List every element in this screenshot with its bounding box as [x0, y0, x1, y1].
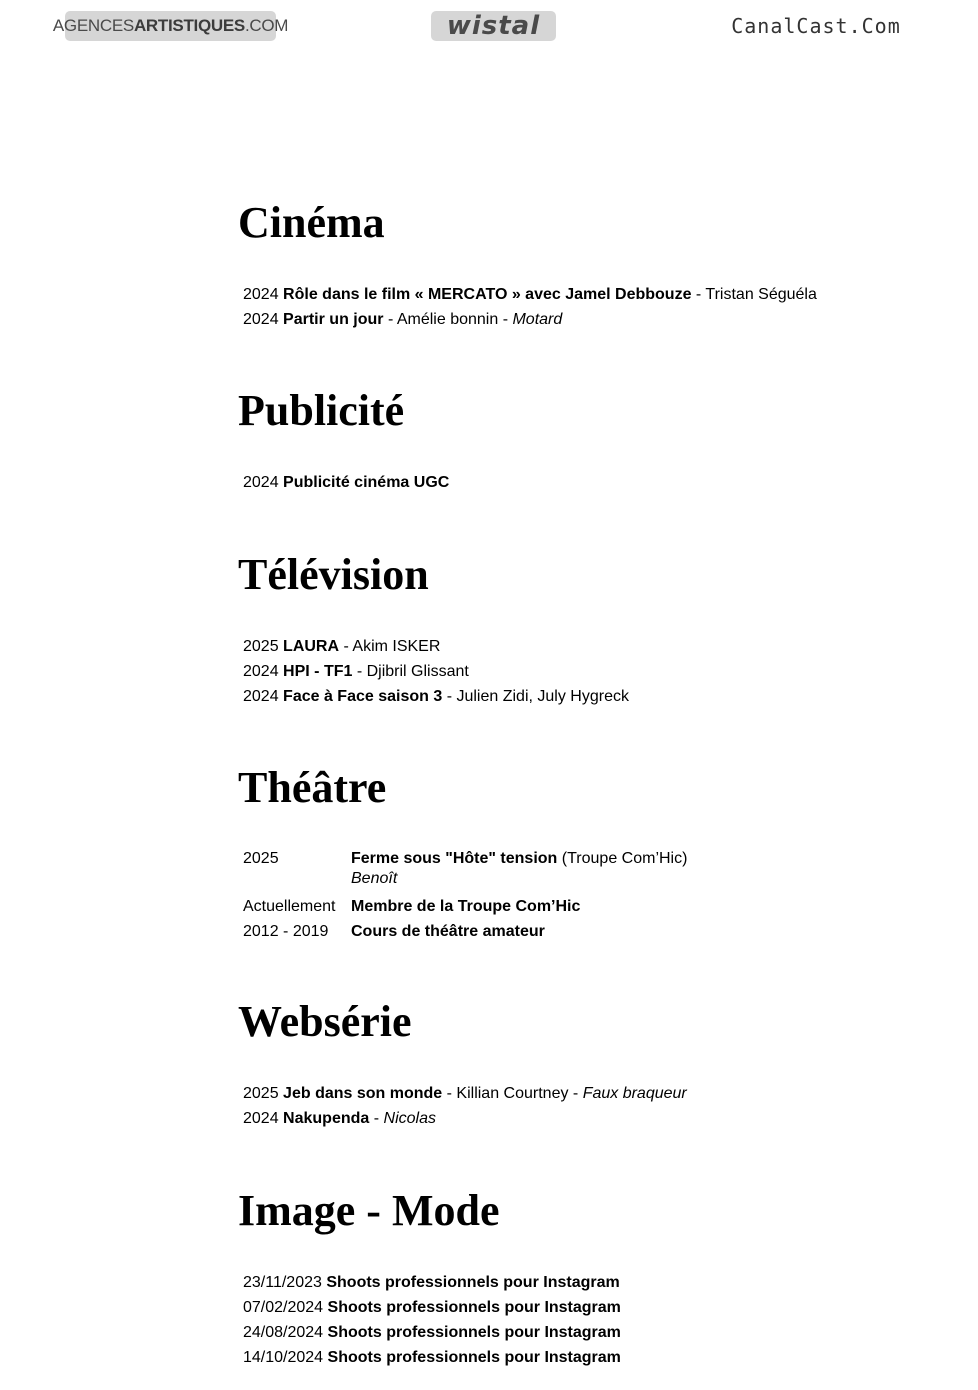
item-title: Cours de théâtre amateur [351, 923, 545, 940]
item-title: Jeb dans son monde [283, 1085, 443, 1102]
webserie-list [243, 1081, 687, 1131]
item-director: Julien Zidi, July Hygreck [456, 688, 629, 705]
section-title-theatre: Théâtre [238, 763, 387, 812]
list-item [243, 919, 687, 944]
theatre-list [243, 847, 687, 944]
item-year: 2025 [243, 850, 279, 867]
wistal-logo[interactable]: wistal [431, 11, 556, 41]
list-item [243, 894, 687, 919]
item-director: Akim ISKER [352, 638, 441, 655]
item-year: 2024 [243, 663, 279, 680]
item-year: 2024 [243, 474, 279, 491]
list-item [243, 1270, 621, 1295]
item-title: LAURA [283, 638, 340, 655]
image-mode-list [243, 1270, 621, 1370]
item-title: Shoots professionnels pour Instagram [327, 1349, 621, 1366]
item-title: Partir un jour [283, 311, 384, 328]
item-title: Ferme sous "Hôte" tension [351, 850, 558, 867]
item-details [351, 849, 687, 894]
item-title: Shoots professionnels pour Instagram [326, 1274, 620, 1291]
list-item [243, 1295, 621, 1320]
publicite-list [243, 470, 449, 495]
list-item [243, 847, 687, 894]
item-title: Shoots professionnels pour Instagram [327, 1299, 621, 1316]
item-role: Faux braqueur [582, 1085, 687, 1102]
television-list [243, 634, 629, 709]
item-title: HPI - TF1 [283, 663, 353, 680]
item-year: 2024 [243, 1110, 279, 1127]
item-year: 2024 [243, 311, 279, 328]
section-title-cinema: Cinéma [238, 198, 385, 247]
section-title-webserie: Websérie [238, 997, 412, 1046]
cinema-list [243, 282, 817, 332]
item-date: 14/10/2024 [243, 1349, 324, 1366]
section-title-publicite: Publicité [238, 386, 405, 435]
list-item: 2024 Rôle dans le film « MERCATO » avec Jamel Debbouze - Tristan Séguéla [243, 286, 817, 303]
item-director: Killian Courtney [456, 1085, 569, 1102]
logo-agences-bold: ARTISTIQUES [133, 16, 245, 35]
item-director: Djibril Glissant [366, 663, 469, 680]
item-date: 23/11/2023 [243, 1274, 322, 1291]
list-item: 2025 LAURA - Akim ISKER [243, 638, 441, 655]
agences-artistiques-logo[interactable] [52, 11, 289, 41]
list-item [243, 470, 449, 495]
item-title: Face à Face saison 3 [283, 688, 443, 705]
item-year: 2024 [243, 286, 279, 303]
list-item [243, 1320, 621, 1345]
list-item: 2024 Face à Face saison 3 - Julien Zidi, July Hygreck [243, 688, 629, 705]
section-title-television: Télévision [238, 550, 429, 599]
item-title: Shoots professionnels pour Instagram [327, 1324, 621, 1341]
item-director: Amélie bonnin [396, 311, 499, 328]
item-company: (Troupe Com’Hic) [561, 850, 688, 867]
item-title: Membre de la Troupe Com’Hic [351, 898, 581, 915]
item-year: 2024 [243, 688, 279, 705]
item-title: Publicité cinéma UGC [283, 474, 450, 491]
list-item: 2025 Jeb dans son monde - Killian Courtney - Faux braqueur [243, 1085, 687, 1102]
item-year: 2025 [243, 638, 279, 655]
section-title-image-mode: Image - Mode [238, 1186, 500, 1235]
logo-agences-tld: .COM [244, 16, 289, 35]
item-date: 07/02/2024 [243, 1299, 324, 1316]
item-year: 2025 [243, 1085, 279, 1102]
logo-agences-light: AGENCES [52, 16, 134, 35]
list-item: 2024 HPI - TF1 - Djibril Glissant [243, 663, 469, 680]
list-item: 2024 Partir un jour - Amélie bonnin - Motard [243, 311, 563, 328]
item-title: Nakupenda [283, 1110, 370, 1127]
item-title: Rôle dans le film « MERCATO » avec Jamel Debbouze [283, 286, 692, 303]
item-year: 2012 - 2019 [243, 923, 329, 940]
canalcast-logo[interactable]: CanalCast.Com [731, 14, 901, 38]
item-director: Tristan Séguéla [705, 286, 817, 303]
item-role: Benoît [351, 870, 398, 887]
list-item [243, 1345, 621, 1370]
item-role: Nicolas [383, 1110, 436, 1127]
list-item: 2024 Nakupenda - Nicolas [243, 1110, 436, 1127]
item-role: Motard [512, 311, 563, 328]
item-year: Actuellement [243, 898, 336, 915]
item-date: 24/08/2024 [243, 1324, 324, 1341]
